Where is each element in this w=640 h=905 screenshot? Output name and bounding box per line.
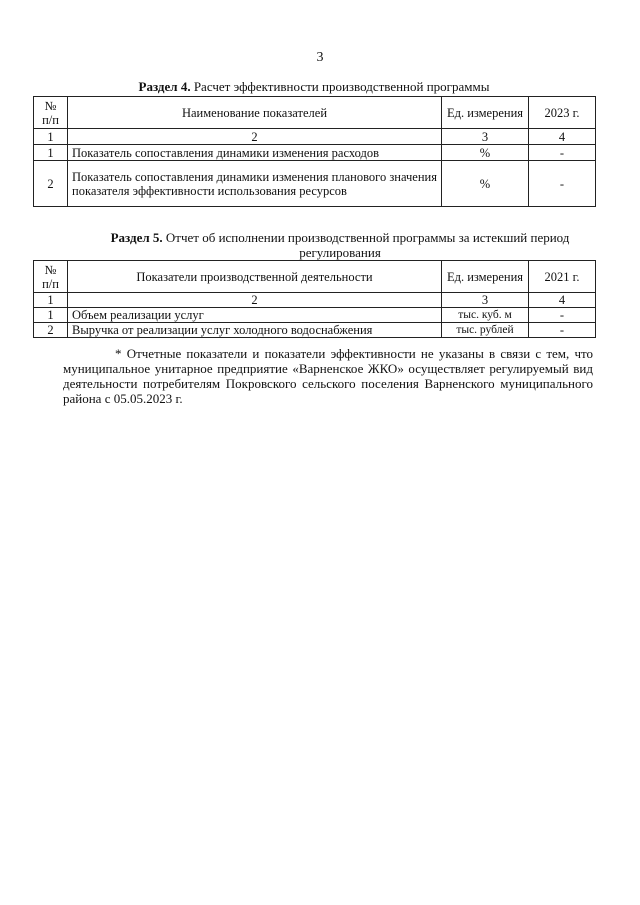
table-header-row [34, 97, 596, 129]
section-4-title [33, 79, 595, 94]
table-row [34, 308, 596, 323]
header-unit: Ед. измерения [442, 97, 529, 129]
section-5-title [100, 230, 580, 260]
index-cell: 3 [442, 293, 529, 308]
row-name: Показатель сопоставления динамики изменения расходов [68, 145, 442, 161]
header-year: 2021 г. [529, 261, 596, 293]
performance-report-table [33, 260, 596, 338]
table-row [34, 161, 596, 207]
table-row [34, 145, 596, 161]
row-unit: тыс. куб. м [442, 308, 529, 323]
table-index-row [34, 129, 596, 145]
header-name: Показатели производственной деятельности [68, 261, 442, 293]
header-unit: Ед. измерения [442, 261, 529, 293]
index-cell: 4 [529, 293, 596, 308]
table-header-row [34, 261, 596, 293]
row-value: - [529, 161, 596, 207]
page-number: 3 [316, 50, 324, 65]
row-value: - [529, 308, 596, 323]
row-value: - [529, 323, 596, 338]
index-cell: 2 [68, 129, 442, 145]
row-unit: % [442, 145, 529, 161]
header-year: 2023 г. [529, 97, 596, 129]
row-name: Выручка от реализации услуг холодного водоснабжения [68, 323, 442, 338]
index-cell: 4 [529, 129, 596, 145]
footnote: * Отчетные показатели и показатели эффективности не указаны в связи с тем, что муниципальное унитарное предприятие «Варненское ЖКО» осуществляет регулируемый вид деятельности потребителям Покровского сельского поселения Варненского муниципального района с 05.05.2023 г. [63, 346, 593, 406]
row-unit: тыс. рублей [442, 323, 529, 338]
section-4-title-label: Раздел 4. [138, 79, 191, 94]
header-num: № п/п [34, 261, 68, 293]
row-num: 1 [34, 308, 68, 323]
section-5-title-text: Отчет об исполнении производственной программы за истекший период регулирования [162, 230, 570, 260]
row-name: Объем реализации услуг [68, 308, 442, 323]
table-index-row [34, 293, 596, 308]
row-num: 2 [34, 323, 68, 338]
index-cell: 1 [34, 129, 68, 145]
row-unit: % [442, 161, 529, 207]
index-cell: 2 [68, 293, 442, 308]
index-cell: 3 [442, 129, 529, 145]
section-4-title-text: Расчет эффективности производственной программы [190, 79, 490, 94]
header-num: № п/п [34, 97, 68, 129]
efficiency-table [33, 96, 596, 207]
header-name: Наименование показателей [68, 97, 442, 129]
row-name: Показатель сопоставления динамики изменения планового значения показателя эффективности использования ресурсов [68, 161, 442, 207]
row-num: 2 [34, 161, 68, 207]
index-cell: 1 [34, 293, 68, 308]
table-row [34, 323, 596, 338]
section-5-title-label: Раздел 5. [110, 230, 163, 245]
row-value: - [529, 145, 596, 161]
row-num: 1 [34, 145, 68, 161]
